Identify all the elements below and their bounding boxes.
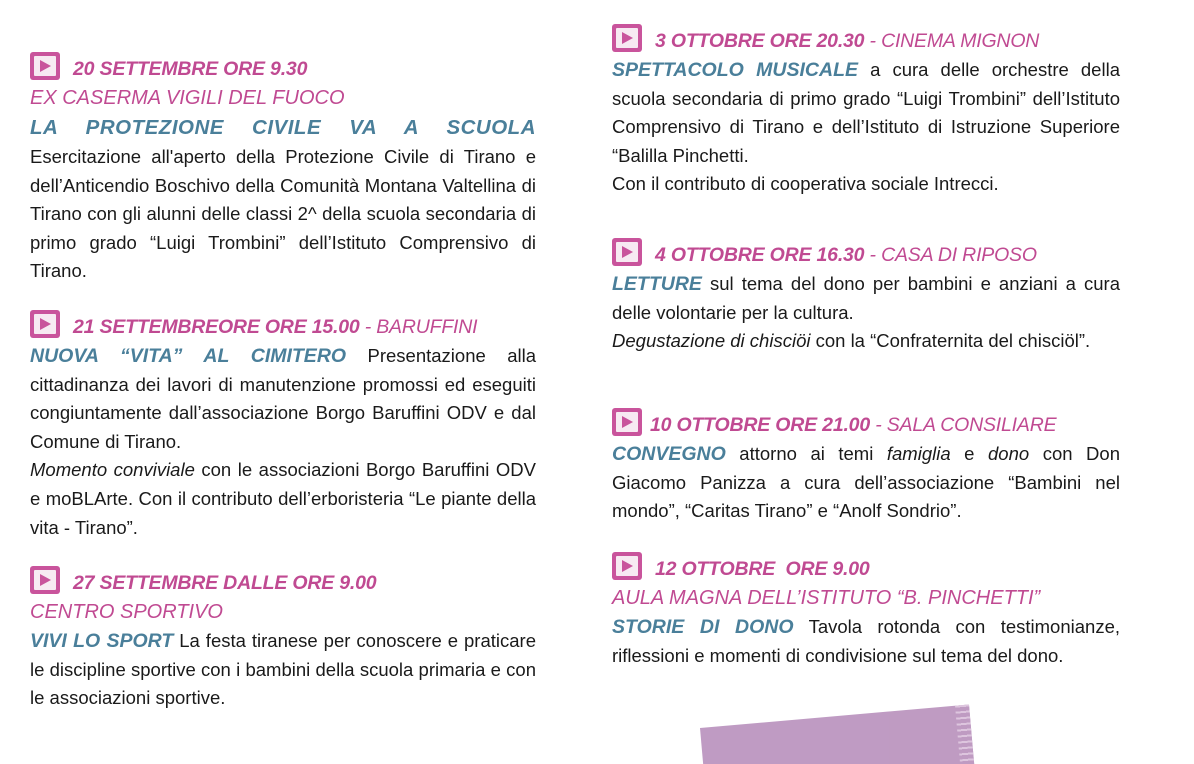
event-20-settembre <box>30 52 536 286</box>
event-description: LETTURE sul tema del dono per bambini e anziani a cura delle volontarie per la cultura. <box>612 273 1120 323</box>
event-10-ottobre <box>612 408 1120 526</box>
event-keyword: SPETTACOLO MUSICALE <box>612 59 858 81</box>
event-place: - CASA DI RIPOSO <box>864 244 1037 266</box>
event-keyword: STORIE DI DONO <box>612 616 794 638</box>
play-icon <box>30 566 64 598</box>
play-icon <box>612 408 646 440</box>
event-header <box>612 408 1120 440</box>
event-description: SPETTACOLO MUSICALE a cura delle orchestre della scuola secondaria di primo grado “Luigi Trombini” dell’Istituto Comprensivo di Tirano e dell’Istituto di Istruzione Superiore “Balilla Pinchetti. <box>612 59 1120 166</box>
event-12-ottobre <box>612 552 1120 670</box>
event-4-ottobre <box>612 238 1120 356</box>
play-icon <box>612 24 646 56</box>
event-date: 3 OTTOBRE ORE 20.30 - CINEMA MIGNON <box>655 30 1040 52</box>
play-icon <box>612 238 646 270</box>
event-keyword: CONVEGNO <box>612 443 726 465</box>
event-venue: CENTRO SPORTIVO <box>30 601 223 623</box>
event-venue: EX CASERMA VIGILI DEL FUOCO <box>30 87 345 109</box>
event-place: - BARUFFINI <box>359 316 478 338</box>
event-date: 21 SETTEMBREORE ORE 15.00 - BARUFFINI <box>73 316 478 338</box>
event-date: 27 SETTEMBRE DALLE ORE 9.00 <box>73 572 377 594</box>
event-description: NUOVA “VITA” AL CIMITERO Presentazione alla cittadinanza dei lavori di manutenzione promossi ed eseguiti congiuntamente dall’associazione Borgo Baruffini ODV e dal Comune di Tirano. <box>30 345 536 452</box>
event-description: STORIE DI DONO Tavola rotonda con testimonianze, riflessioni e momenti di condivisione sul tema del dono. <box>612 616 1120 666</box>
event-venue: AULA MAGNA DELL’ISTITUTO “B. PINCHETTI” <box>612 587 1041 609</box>
event-header <box>612 552 1120 584</box>
play-icon <box>612 552 646 584</box>
event-header <box>30 52 536 84</box>
event-3-ottobre <box>612 24 1120 199</box>
event-description: VIVI LO SPORT La festa tiranese per conoscere e praticare le discipline sportive con i bambini della scuola primaria e con le associazioni sportive. <box>30 630 536 709</box>
event-27-settembre <box>30 566 536 713</box>
event-header <box>612 24 1120 56</box>
event-date: 4 OTTOBRE ORE 16.30 - CASA DI RIPOSO <box>655 244 1037 266</box>
play-icon <box>30 310 64 342</box>
event-21-settembre <box>30 310 536 542</box>
event-description-2: Momento conviviale con le associazioni Borgo Baruffini ODV e moBLArte. Con il contributo dell’erboristeria “Le piante della vita - Tirano”. <box>30 459 536 538</box>
event-description: Esercitazione all'aperto della Protezione Civile di Tirano e dell’Anticendio Boschivo della Comunità Montana Valtellina di Tirano con gli alunni delle classi 2^ della scuola secondaria di primo grado “Luigi Trombini” dell’Istituto Comprensivo di Tirano. <box>30 146 536 282</box>
event-keyword: LETTURE <box>612 273 702 295</box>
event-keyword: LA PROTEZIONE CIVILE VA A SCUOLA <box>30 116 536 139</box>
event-header <box>612 238 1120 270</box>
event-description-2: Degustazione di chisciöi con la “Confraternita del chisciöl”. <box>612 330 1091 352</box>
event-date: 12 OTTOBRE ORE 9.00 <box>655 558 870 580</box>
event-description-2: Con il contributo di cooperativa sociale Intrecci. <box>612 173 999 195</box>
event-place: - SALA CONSILIARE <box>869 414 1057 436</box>
event-keyword: NUOVA “VITA” AL CIMITERO <box>30 345 347 367</box>
play-icon <box>30 52 64 84</box>
event-header <box>30 310 536 342</box>
event-date: 20 SETTEMBRE ORE 9.30 <box>73 58 308 80</box>
event-keyword: VIVI LO SPORT <box>30 630 174 652</box>
event-description: CONVEGNO attorno ai temi famiglia e dono con Don Giacomo Panizza a cura dell’associazione “Bambini nel mondo”, “Caritas Tirano” e “Anolf Sondrio”. <box>612 443 1120 522</box>
decorative-ribbon <box>700 704 974 764</box>
event-place: - CINEMA MIGNON <box>864 30 1040 52</box>
event-date: 10 OTTOBRE ORE 21.00 - SALA CONSILIARE <box>650 414 1057 436</box>
event-header <box>30 566 536 598</box>
